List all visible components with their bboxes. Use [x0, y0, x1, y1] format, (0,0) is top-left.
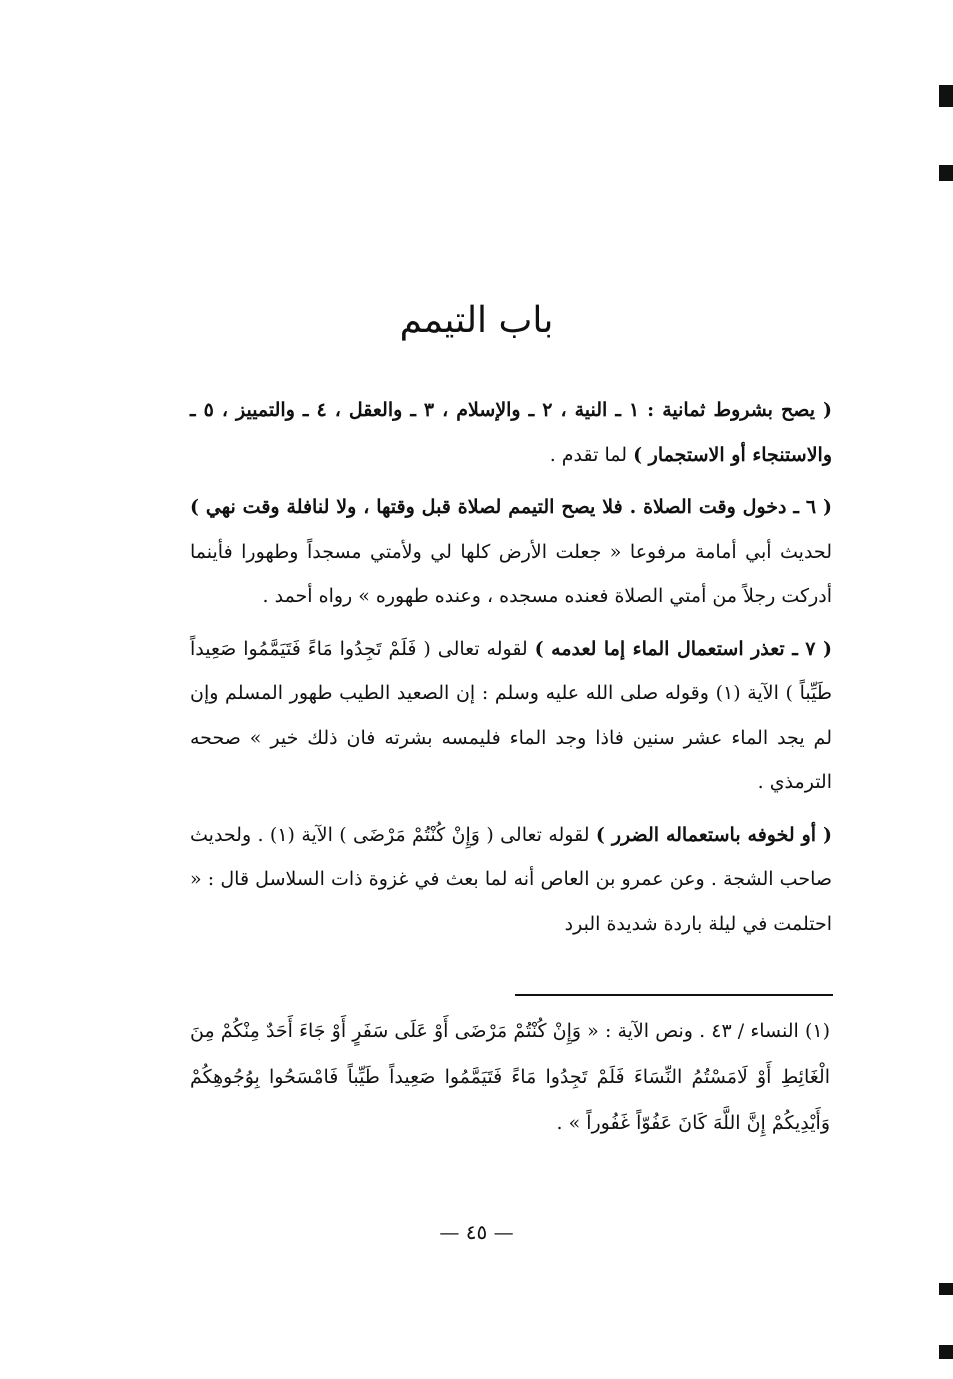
chapter-title: باب التيمم: [399, 300, 554, 341]
paragraph-bold-text: ( ٧ ـ تعذر استعمال الماء إما لعدمه ): [534, 637, 833, 660]
main-text: [190, 388, 832, 946]
paragraph-bold-text: ( أو لخوفه باستعماله الضرر ): [595, 823, 832, 846]
footnote-separator: [515, 994, 833, 996]
paragraph: [190, 813, 832, 947]
paragraph: [190, 627, 832, 805]
scan-edge-mark: [939, 85, 953, 107]
paragraph-text: لحديث أبي أمامة مرفوعا « جعلت الأرض كلها لي ولأمتي مسجداً وطهورا فأينما أدركت رجلاً من أمتي الصلاة فعنده مسجده ، وعنده طهوره » رواه أحمد .: [190, 540, 832, 607]
paragraph: [190, 388, 832, 477]
page-number: — ٤٥ —: [439, 1220, 514, 1244]
scan-edge-mark: [939, 165, 953, 181]
paragraph-bold-text: ( ٦ ـ دخول وقت الصلاة . فلا يصح التيمم لصلاة قبل وقتها ، ولا لنافلة وقت نهي ): [190, 496, 832, 518]
paragraph-text: لما تقدم .: [549, 443, 634, 466]
paragraph-text: لقوله تعالى ( فَلَمْ تَجِدُوا مَاءً فَتَيَمَّمُوا صَعِيداً طَيِّباً ) الآية (١) وقوله صلى الله عليه وسلم : إن الصعيد الطيب طهور المسلم وإن لم يجد الماء عشر سنين فاذا وجد الماء فليمسه بشرته فان ذلك خير » صححه الترمذي .: [190, 637, 832, 793]
scan-edge-mark: [939, 1283, 953, 1295]
paragraph-text: لقوله تعالى ( وَإِنْ كُنْتُمْ مَرْضَى ) الآية (١) . ولحديث صاحب الشجة . وعن عمرو بن العاص أنه لما بعث في غزوة ذات السلاسل قال : « احتلمت في ليلة باردة شديدة البرد: [190, 823, 832, 935]
paragraph-bold-text: ( يصح بشروط ثمانية : ١ ـ النية ، ٢ ـ والإسلام ، ٣ ـ والعقل ، ٤ ـ والتمييز ، ٥ ـ والاستنجاء أو الاستجمار ): [190, 399, 833, 466]
scan-edge-mark: [939, 1345, 953, 1359]
footnote: (١) النساء / ٤٣ . ونص الآية : « وَإِنْ كُنْتُمْ مَرْضَى أَوْ عَلَى سَفَرٍ أَوْ جَاءَ أَحَدٌ مِنْكُمْ مِنَ الْغَائِطِ أَوْ لَامَسْتُمُ النِّسَاءَ فَلَمْ تَجِدُوا مَاءً فَتَيَمَّمُوا صَعِيداً طَيِّباً فَامْسَحُوا بِوُجُوهِكُمْ وَأَيْدِيكُمْ إِنَّ اللَّهَ كَانَ عَفُوّاً غَفُوراً » .: [190, 1020, 830, 1134]
paragraph: [190, 485, 832, 619]
